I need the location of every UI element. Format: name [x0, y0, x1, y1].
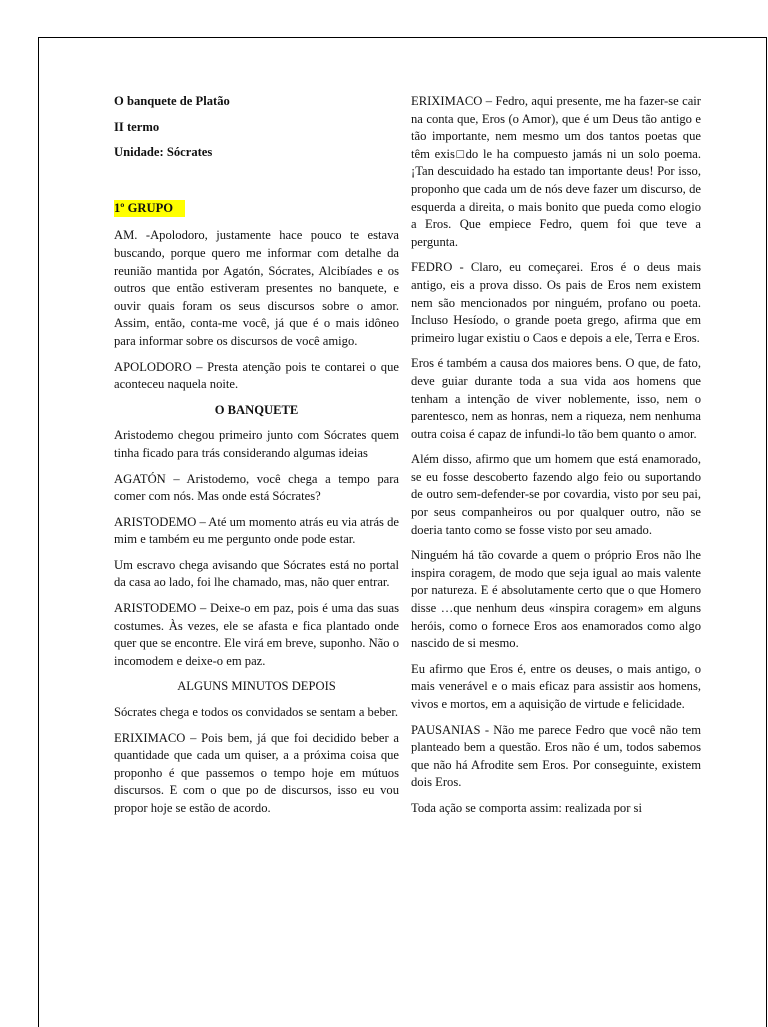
term-label: II termo [114, 119, 160, 134]
section-heading: O BANQUETE [214, 402, 299, 417]
paragraph: Sócrates chega e todos os convidados se sentam a beber. [114, 705, 398, 720]
paragraph: PAUSANIAS - Não me parece Fedro que você não tem planteado bem a questão. Eros não é um, todos sabemos que não há Afrodite sem Eros. Por conseguinte, existem dois Eros. [411, 722, 701, 790]
paragraph: Toda ação se comporta assim: realizada por si [411, 800, 642, 815]
paragraph: APOLODORO – Presta atenção pois te contarei o que aconteceu naquela noite. [114, 359, 399, 392]
paragraph: Ninguém há tão covarde a quem o próprio Eros não lhe inspira coragem, de modo que seja igual ao mais valente por natureza. E é absolutamente certo que o que Homero disse …que nenhum deus «inspira coragem» em alguns heróis, como o fornece Eros aos enamorados como algo nascido de si mesmo. [411, 548, 701, 651]
unit-label: Unidade: Sócrates [114, 145, 213, 160]
paragraph: ARISTODEMO – Deixe-o em paz, pois é uma das suas costumes. Às vezes, ele se afasta e fica plantado onde quer que se encontre. Ele virá em breve, suponho. Não o incomodem e deixe-o em paz. [114, 601, 400, 668]
paragraph: AGATÓN – Aristodemo, você chega a tempo para comer com nós. Mas onde está Sócrates? [114, 471, 399, 504]
paragraph: Eu afirmo que Eros é, entre os deuses, o mais antigo, o mais venerável e o mais eficaz para assistir aos homens, vivos e mortos, em a aquisição de virtude e felicidade. [411, 661, 701, 711]
paragraph: ERIXIMACO – Fedro, aqui presente, me ha fazer-se cair na conta que, Eros (o Amor), que é um Deus tão antigo e tão importante, nem mesmo um dos tantos poetas que têm exis□do le ha compuesto jamás ni un solo poema. ¡Tan descuidado ha estado tan importante deus! Por isso, proponho que cada um de nós deve fazer um discurso, de esquerda a direita, o mais bonito que pueda como elogio a Eros. Que empiece Fedro, quem foi que teve a pergunta. [411, 94, 701, 249]
paragraph: FEDRO - Claro, eu começarei. Eros é o deus mais antigo, eis a prova disso. Os pais de Eros nem existem nem são mencionados por ninguém, profano ou poeta. Incluso Hesíodo, o grande poeta grego, afirma que em primeiro lugar existiu o Caos e depois a ele, Terra e Eros. [411, 260, 701, 345]
section-heading: ALGUNS MINUTOS DEPOIS [177, 679, 336, 694]
paragraph: Um escravo chega avisando que Sócrates está no portal da casa ao lado, foi lhe chamado, mas, não quer entrar. [114, 557, 399, 590]
paragraph: Além disso, afirmo que um homem que está enamorado, se eu fosse descoberto fazendo algo feio ou suportando de outro sem-defender-se por covardia, visto por seu pai, por seus companheiros ou por qualquer outro, não se doeria tanto como se fosse visto por seu amado. [411, 452, 701, 537]
document-title: O banquete de Platão [114, 94, 230, 108]
right-column [411, 93, 701, 826]
paragraph: Eros é também a causa dos maiores bens. O que, de fato, deve guiar durante toda a sua vida aos homens que tenham a intenção de viver noblemente, isso, nem o parentesco, nem as honras, nem a riqueza, nem nenhuma outra coisa é capaz de infundi-lo tão bem quanto o amor. [411, 356, 701, 441]
group-highlight: 1º GRUPO [114, 200, 185, 218]
left-column [114, 93, 399, 826]
document-page [38, 37, 767, 1027]
paragraph: ARISTODEMO – Até um momento atrás eu via atrás de mim e também eu me pergunto onde pode estar. [114, 514, 399, 547]
paragraph: ERIXIMACO – Pois bem, já que foi decidido beber a quantidade que cada um quiser, a a próxima coisa que proponho é que passemos o tempo hoje em mútuos discursos. E com o que po de discursos, isso eu vou propor hoje se estão de acordo. [114, 730, 399, 815]
paragraph: Aristodemo chegou primeiro junto com Sócrates quem tinha ficado para trás considerando algumas ideias [114, 428, 399, 460]
paragraph: AM. -Apolodoro, justamente hace pouco te estava buscando, porque quero me informar com detalhe da reunião mantida por Agatón, Sócrates, Alcibíades e os outros que então estiveram presentes no banquete, e ouvir quais foram os seus discursos sobre o amor. Assim, então, conta-me você, já que é o mais idôneo para informar sobre os discursos de você amigo. [114, 228, 399, 348]
